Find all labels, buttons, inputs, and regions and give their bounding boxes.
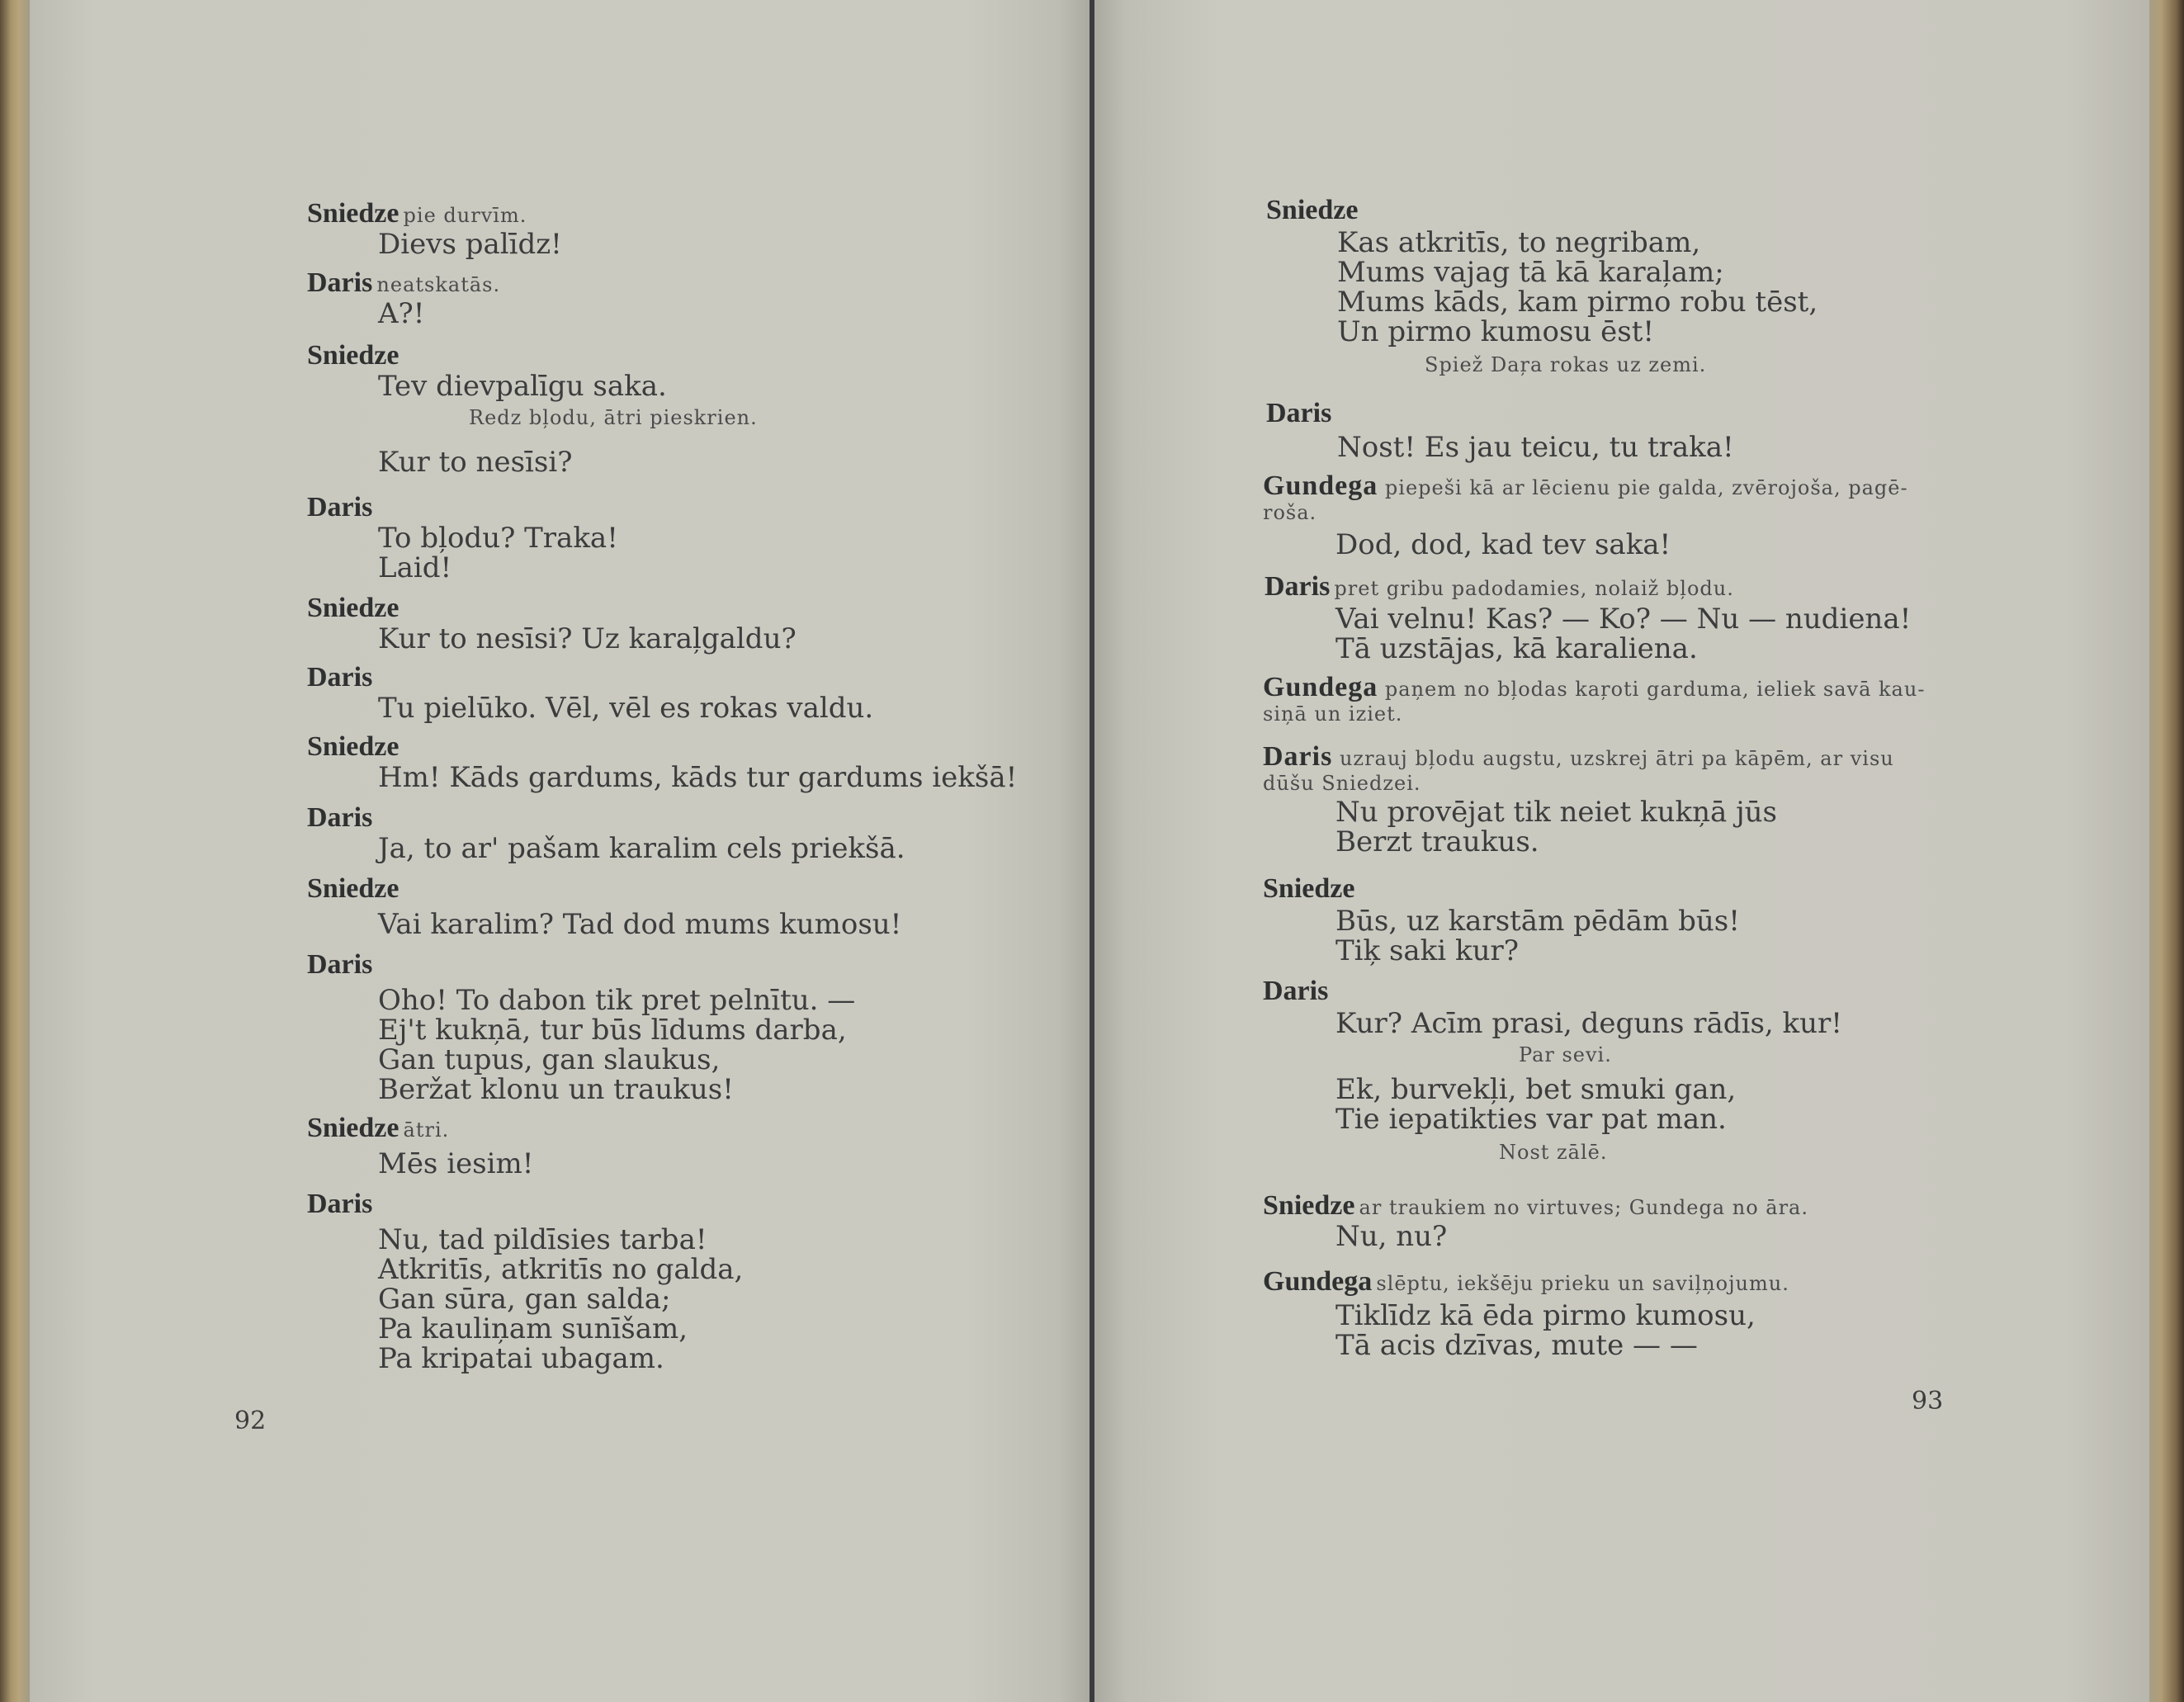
speaker-name: Daris — [307, 662, 373, 693]
verse-line: Ek, burvekļi, bet smuki gan, — [1335, 1073, 1737, 1106]
left-block-3 — [307, 340, 758, 477]
left-block-6 — [307, 662, 873, 723]
speaker-name: Daris — [1263, 741, 1333, 772]
speaker-name: Sniedze — [307, 1113, 399, 1143]
speaker-name: Daris — [307, 802, 373, 833]
left-block-12 — [307, 1189, 743, 1373]
verse-line: Oho! To dabon tik pret pelnītu. — — [378, 984, 856, 1017]
stage-direction: ar traukiem no virtuves; Gundega no āra. — [1359, 1196, 1808, 1219]
stage-direction: uzrauj bļodu augstu, uzskrej ātri pa kāpēm, ar visu — [1339, 747, 1894, 770]
page-number-left: 92 — [234, 1407, 267, 1435]
stage-note: Nost zālē. — [1499, 1141, 1608, 1164]
verse-line: Dod, dod, kad tev saka! — [1335, 528, 1671, 561]
right-block-2 — [1266, 398, 1734, 462]
verse-line: Būs, uz karstām pēdām būs! — [1335, 905, 1740, 938]
right-block-5 — [1263, 672, 1948, 726]
verse-line: To bļodu? Traka! — [378, 522, 618, 555]
page-number-right: 93 — [1912, 1387, 1944, 1416]
book-edge-left — [0, 0, 31, 1702]
verse-line: Ej't kukņā, tur būs līdums darba, — [378, 1014, 847, 1047]
speaker-name: Sniedze — [307, 340, 399, 371]
speaker-name: Gundega — [1263, 470, 1378, 501]
speaker-name: Sniedze — [307, 593, 399, 623]
verse-line: Ja, to ar' pašam karalim cels priekšā. — [378, 832, 905, 865]
stage-direction: pret gribu padodamies, nolaiž bļodu. — [1334, 577, 1734, 600]
speaker-name: Sniedze — [1263, 873, 1355, 904]
verse-line: Nu, nu? — [1335, 1220, 1448, 1253]
stage-direction: paņem no bļodas kaŗoti garduma, ieliek savā kau- — [1384, 678, 1926, 701]
stage-direction: slēptu, iekšēju prieku un saviļņojumu. — [1376, 1272, 1789, 1295]
speaker-name: Gundega — [1263, 1266, 1373, 1297]
verse-line: Tie iepatikties var pat man. — [1335, 1103, 1727, 1136]
book-edge-right — [2146, 0, 2184, 1702]
right-block-7 — [1263, 873, 1740, 966]
right-block-3 — [1263, 470, 1948, 561]
verse-line: Hm! Kāds gardums, kāds tur gardums iekšā! — [378, 761, 1018, 794]
stage-direction-cont: siņā un iziet. — [1263, 702, 1403, 726]
verse-line: Vai karalim? Tad dod mums kumosu! — [378, 908, 902, 941]
stage-direction-cont: dūšu Sniedzei. — [1263, 772, 1421, 795]
verse-line: Kur to nesīsi? — [378, 446, 573, 479]
speaker-name: Daris — [1265, 571, 1331, 602]
left-block-2 — [307, 267, 500, 329]
verse-line: Laid! — [378, 551, 452, 584]
verse-line: Pa kauliņam sunīšam, — [378, 1312, 688, 1345]
right-block-9 — [1263, 1190, 1808, 1251]
verse-line: Pa kripatai ubagam. — [378, 1342, 664, 1375]
verse-line: Un pirmo kumosu ēst! — [1337, 315, 1655, 348]
speaker-name: Daris — [307, 949, 373, 980]
right-block-10 — [1263, 1266, 1789, 1360]
left-block-1 — [307, 198, 562, 259]
speaker-name: Daris — [1263, 976, 1329, 1006]
stage-direction: ātri. — [403, 1118, 450, 1142]
verse-line: Kur to nesīsi? Uz karaļgaldu? — [378, 622, 797, 655]
verse-line: Tā uzstājas, kā karaliena. — [1335, 632, 1698, 665]
verse-line: Atkritīs, atkritīs no galda, — [378, 1253, 744, 1286]
verse-line: Berzt traukus. — [1335, 825, 1539, 858]
verse-line: Nost! Es jau teicu, tu traka! — [1337, 431, 1734, 464]
stage-direction-cont: roša. — [1263, 501, 1317, 524]
right-block-6 — [1263, 741, 1948, 858]
left-block-5 — [307, 593, 797, 654]
left-block-8 — [307, 802, 905, 863]
verse-line: Mums kāds, kam pirmo robu tēst, — [1337, 286, 1818, 319]
verse-line: Kas atkritīs, to negribam, — [1337, 226, 1701, 259]
left-block-10 — [307, 949, 855, 1104]
stage-direction: pie durvīm. — [403, 204, 527, 227]
left-block-11 — [307, 1113, 533, 1179]
left-block-7 — [307, 731, 1017, 792]
speaker-name: Sniedze — [307, 873, 399, 904]
right-block-4 — [1265, 571, 1911, 664]
speaker-name: Daris — [1266, 398, 1332, 428]
verse-line: Tā acis dzīvas, mute — — — [1335, 1329, 1698, 1362]
verse-line: Gan tupus, gan slaukus, — [378, 1043, 721, 1076]
verse-line: Beržat klonu un traukus! — [378, 1073, 734, 1106]
stage-note: Spiež Daŗa rokas uz zemi. — [1425, 353, 1707, 376]
speaker-name: Daris — [307, 492, 373, 522]
right-block-1 — [1266, 195, 1818, 376]
speaker-name: Sniedze — [1263, 1190, 1355, 1221]
stage-direction: neatskatās. — [376, 273, 501, 296]
verse-line: A?! — [378, 297, 425, 330]
verse-line: Tiķ saki kur? — [1335, 934, 1519, 967]
speaker-name: Daris — [307, 1189, 373, 1219]
right-block-8 — [1263, 976, 1842, 1164]
verse-line: Kur? Acīm prasi, deguns rādīs, kur! — [1335, 1007, 1842, 1040]
stage-note: Par sevi. — [1519, 1043, 1612, 1066]
verse-line: Tiklīdz kā ēda pirmo kumosu, — [1335, 1299, 1756, 1332]
verse-line: Mēs iesim! — [378, 1147, 534, 1180]
left-block-9 — [307, 873, 901, 939]
verse-line: Nu provējat tik neiet kukņā jūs — [1335, 796, 1777, 829]
verse-line: Nu, tad pildīsies tarba! — [378, 1223, 707, 1256]
verse-line: Tu pielūko. Vēl, vēl es rokas valdu. — [378, 692, 874, 725]
speaker-name: Sniedze — [307, 731, 399, 762]
verse-line: Dievs palīdz! — [378, 228, 562, 261]
verse-line: Vai velnu! Kas? — Ko? — Nu — nudiena! — [1335, 603, 1912, 636]
verse-line: Mums vajag tā kā karaļam; — [1337, 256, 1724, 289]
speaker-name: Daris — [307, 267, 373, 298]
stage-note: Redz bļodu, ātri pieskrien. — [469, 406, 758, 429]
speaker-name: Sniedze — [1266, 195, 1359, 225]
verse-line: Tev dievpalīgu saka. — [378, 370, 667, 403]
stage-direction: piepeši kā ar lēcienu pie galda, zvērojoša, pagē- — [1384, 476, 1908, 499]
left-block-4 — [307, 492, 618, 583]
verse-line: Gan sūra, gan salda; — [378, 1283, 671, 1316]
speaker-name: Sniedze — [307, 198, 399, 229]
speaker-name: Gundega — [1263, 672, 1378, 702]
